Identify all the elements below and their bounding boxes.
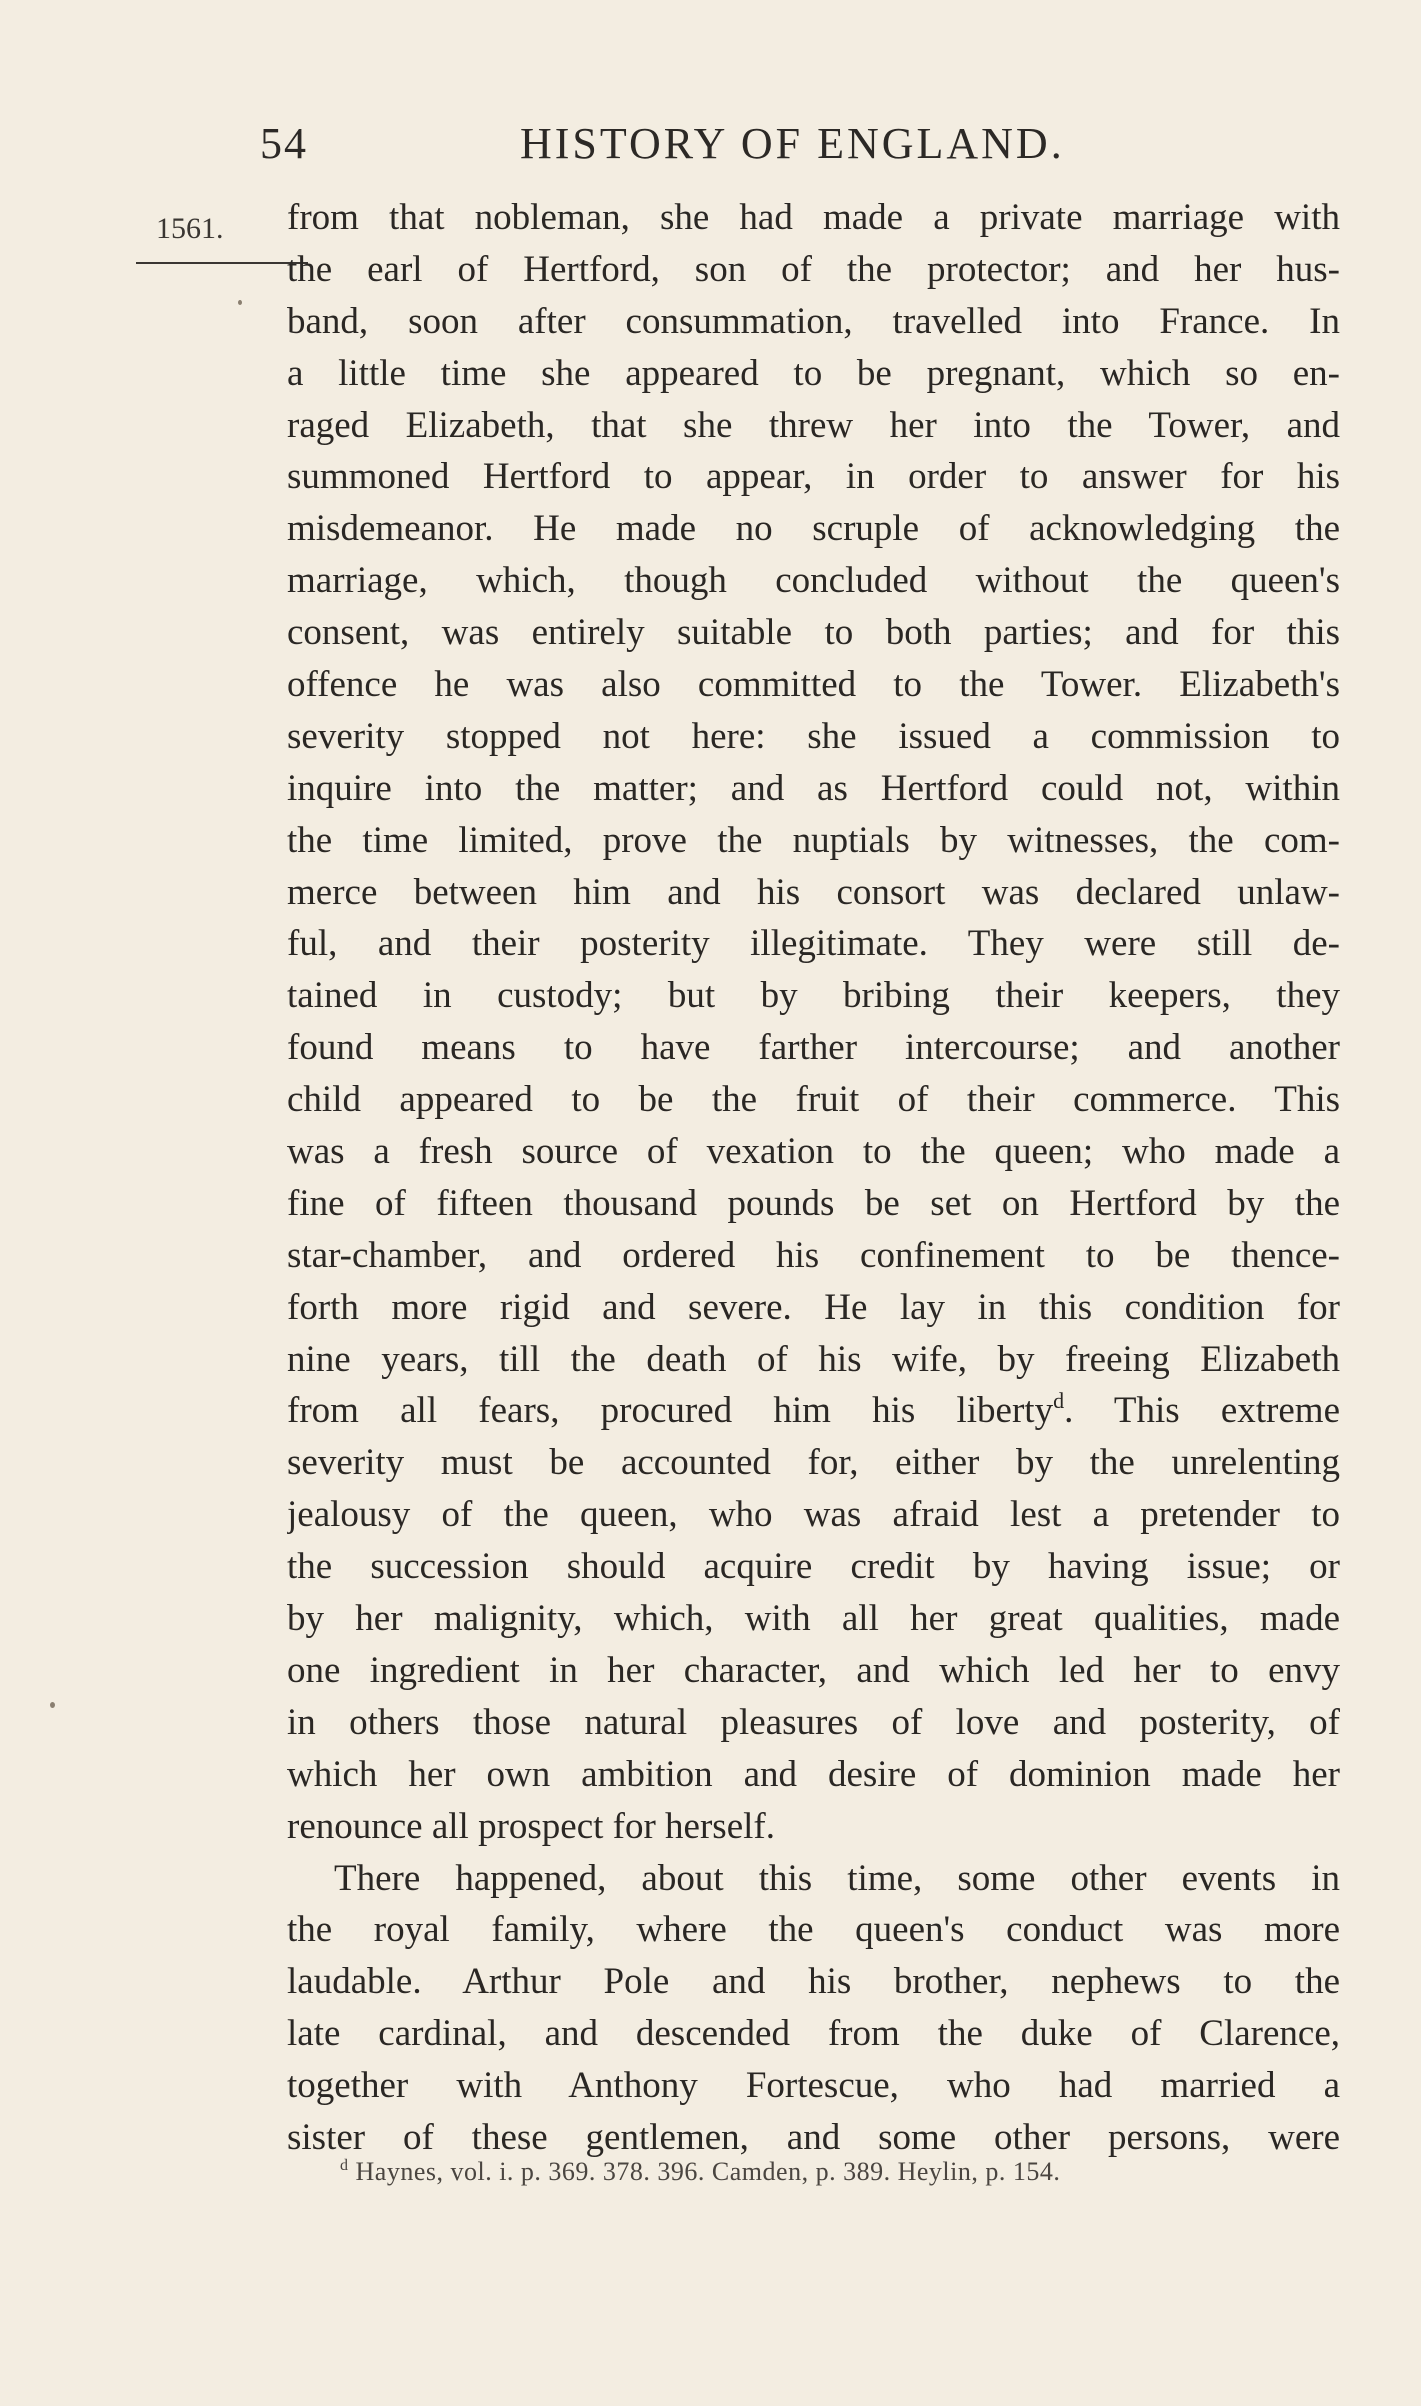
text-line: child appeared to be the fruit of their commerce. This bbox=[287, 1079, 1340, 1121]
text-line: fine of fifteen thousand pounds be set on Hertford by the bbox=[287, 1182, 1340, 1224]
body-text bbox=[287, 192, 1340, 2164]
text-line: star-chamber, and ordered his confinement to be thence- bbox=[287, 1234, 1340, 1276]
text-segment: . This extreme bbox=[1064, 1390, 1340, 1432]
text-line: in others those natural pleasures of love and posterity, of bbox=[287, 1701, 1340, 1743]
page-number: 54 bbox=[260, 119, 308, 168]
text-line: sister of these gentlemen, and some other persons, were bbox=[287, 2116, 1340, 2158]
footnote-marker: d bbox=[340, 2157, 349, 2174]
text-line: which her own ambition and desire of dominion made her bbox=[287, 1753, 1340, 1795]
footnote bbox=[340, 2157, 1340, 2187]
text-line: the time limited, prove the nuptials by witnesses, the com- bbox=[287, 819, 1340, 861]
footnote-reference[interactable]: d bbox=[1053, 1388, 1065, 1414]
text-line: the earl of Hertford, son of the protector; and her hus- bbox=[287, 248, 1340, 290]
text-line: the royal family, where the queen's conduct was more bbox=[287, 1909, 1340, 1951]
text-line: severity must be accounted for, either by the unrelenting bbox=[287, 1442, 1340, 1484]
paper-speck bbox=[238, 300, 242, 305]
text-line: summoned Hertford to appear, in order to answer for his bbox=[287, 456, 1340, 498]
text-line: renounce all prospect for herself. bbox=[287, 1805, 775, 1847]
margin-year: 1561. bbox=[156, 212, 224, 245]
paper-speck bbox=[50, 1702, 55, 1708]
text-line: raged Elizabeth, that she threw her into the Tower, and bbox=[287, 404, 1340, 446]
text-line: from that nobleman, she had made a private marriage with bbox=[287, 197, 1340, 238]
text-line: nine years, till the death of his wife, by freeing Elizabeth bbox=[287, 1338, 1340, 1380]
text-line: was a fresh source of vexation to the queen; who made a bbox=[287, 1131, 1340, 1173]
text-line: consent, was entirely suitable to both parties; and for this bbox=[287, 612, 1340, 654]
text-line-paragraph-start: There happened, about this time, some other events in bbox=[334, 1857, 1340, 1899]
text-line: a little time she appeared to be pregnant, which so en- bbox=[287, 352, 1340, 394]
text-line: by her malignity, which, with all her great qualities, made bbox=[287, 1598, 1340, 1640]
text-line: ful, and their posterity illegitimate. They were still de- bbox=[287, 923, 1340, 965]
text-line: together with Anthony Fortescue, who had married a bbox=[287, 2065, 1340, 2107]
text-line: misdemeanor. He made no scruple of acknowledging the bbox=[287, 508, 1340, 550]
footnote-text: Haynes, vol. i. p. 369. 378. 396. Camden, p. 389. Heylin, p. 154. bbox=[355, 2157, 1061, 2186]
text-line: one ingredient in her character, and which led her to envy bbox=[287, 1649, 1340, 1691]
text-line: forth more rigid and severe. He lay in this condition for bbox=[287, 1286, 1340, 1328]
text-segment: from all fears, procured him his liberty bbox=[287, 1390, 1054, 1432]
text-line: laudable. Arthur Pole and his brother, nephews to the bbox=[287, 1961, 1340, 2003]
margin-rule bbox=[136, 262, 308, 264]
text-line: the succession should acquire credit by having issue; or bbox=[287, 1546, 1340, 1588]
text-line: merce between him and his consort was declared unlaw- bbox=[287, 871, 1340, 913]
text-line: band, soon after consummation, travelled into France. In bbox=[287, 300, 1340, 342]
text-line: late cardinal, and descended from the duke of Clarence, bbox=[287, 2013, 1340, 2055]
text-line: marriage, which, though concluded without the queen's bbox=[287, 560, 1340, 602]
text-line: offence he was also committed to the Tower. Elizabeth's bbox=[287, 664, 1340, 706]
text-line: tained in custody; but by bribing their keepers, they bbox=[287, 975, 1340, 1017]
running-title: HISTORY OF ENGLAND. bbox=[520, 119, 1065, 168]
text-line: jealousy of the queen, who was afraid lest a pretender to bbox=[287, 1494, 1340, 1536]
text-line: found means to have farther intercourse; and another bbox=[287, 1027, 1340, 1069]
text-line: severity stopped not here: she issued a commission to bbox=[287, 715, 1340, 757]
text-line: inquire into the matter; and as Hertford could not, within bbox=[287, 767, 1340, 809]
text-line-with-footnote bbox=[287, 1385, 1340, 1437]
